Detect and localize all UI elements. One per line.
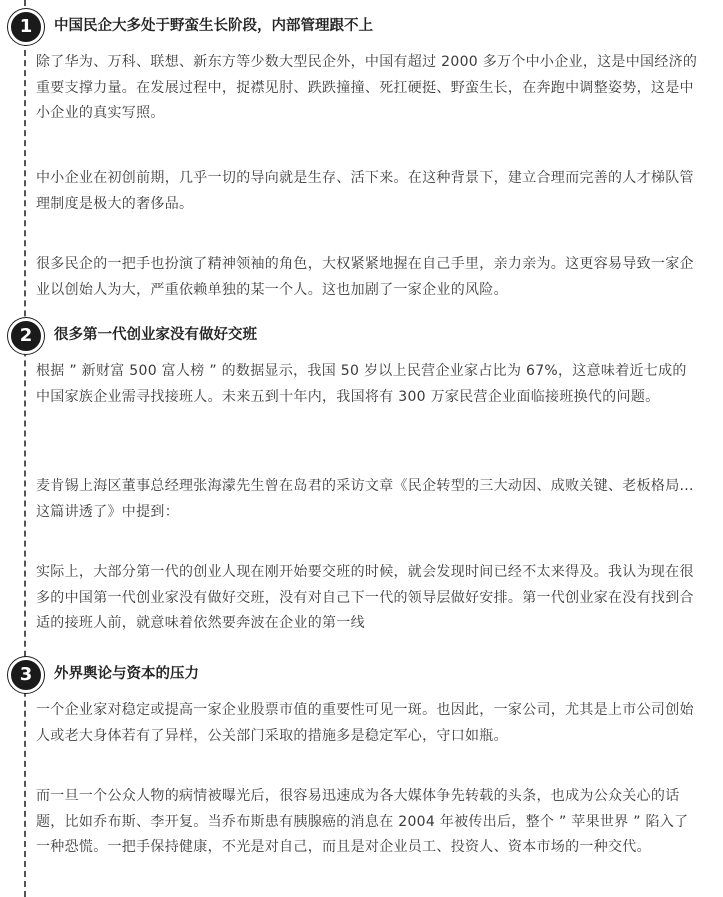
paragraph-3-1: 一个企业家对稳定或提高一家企业股票市值的重要性可见一斑。也因此，一家公司，尤其是上市公司创始人或老大身体若有了异样，公关部门采取的措施多是稳定军心，守口如瓶。 <box>36 702 694 744</box>
number-badge-1: 1 <box>8 9 44 45</box>
section-heading-2: 很多第一代创业家没有做好交班 <box>54 327 257 343</box>
section-heading-3: 外界舆论与资本的压力 <box>54 666 199 682</box>
number-badge-2: 2 <box>8 318 44 354</box>
section-heading-1: 中国民企大多处于野蛮生长阶段，内部管理跟不上 <box>54 18 373 34</box>
paragraph-2-2: 麦肯锡上海区董事总经理张海濛先生曾在岛君的采访文章《民企转型的三大动因、成败关键、老板格局...这篇讲透了》中提到： <box>36 478 694 520</box>
paragraph-2-3: 实际上，大部分第一代的创业人现在刚开始要交班的时候，就会发现时间已经不太来得及。我认为现在很多的中国第一代创业家没有做好交班，没有对自己下一代的领导层做好安排。第一代创业家在没有找到合适的接班人前，就意味着依然要奔波在企业的第一线 <box>36 564 694 631</box>
paragraph-1-3: 很多民企的一把手也扮演了精神领袖的角色，大权紧紧地握在自己手里，亲力亲为。这更容易导致一家企业以创始人为大，严重依赖单独的某一个人。这也加剧了一家企业的风险。 <box>36 256 694 298</box>
paragraph-1-1: 除了华为、万科、联想、新东方等少数大型民企外，中国有超过 2000 多万个中小企业，这是中国经济的重要支撑力量。在发展过程中，捉襟见肘、跌跌撞撞、死扛硬挺、野蛮生长，在奔跑中调整姿势，这是中小企业的真实写照。 <box>36 54 698 121</box>
paragraph-2-1: 根据 ” 新财富 500 富人榜 ” 的数据显示，我国 50 岁以上民营企业家占比为 67%，这意味着近七成的中国家族企业需寻找接班人。未来五到十年内，我国将有 300 万家民营企业面临接班换代的问题。 <box>36 363 687 405</box>
paragraph-3-2: 而一旦一个公众人物的病情被曝光后，很容易迅速成为各大媒体争先转载的头条，也成为公众关心的话题，比如乔布斯、李开复。当乔布斯患有胰腺癌的消息在 2004 年被传出后，整个 ” 苹果世界 ” 陷入了一种恐慌。一把手保持健康，不光是对自己，而且是对企业员工、投资人、资本市场的一种交代。 <box>36 788 689 855</box>
timeline-dashed-line <box>24 0 26 897</box>
number-badge-3: 3 <box>8 657 44 693</box>
paragraph-1-2: 中小企业在初创前期，几乎一切的导向就是生存、活下来。在这种背景下，建立合理而完善的人才梯队管理制度是极大的奢侈品。 <box>36 170 694 212</box>
